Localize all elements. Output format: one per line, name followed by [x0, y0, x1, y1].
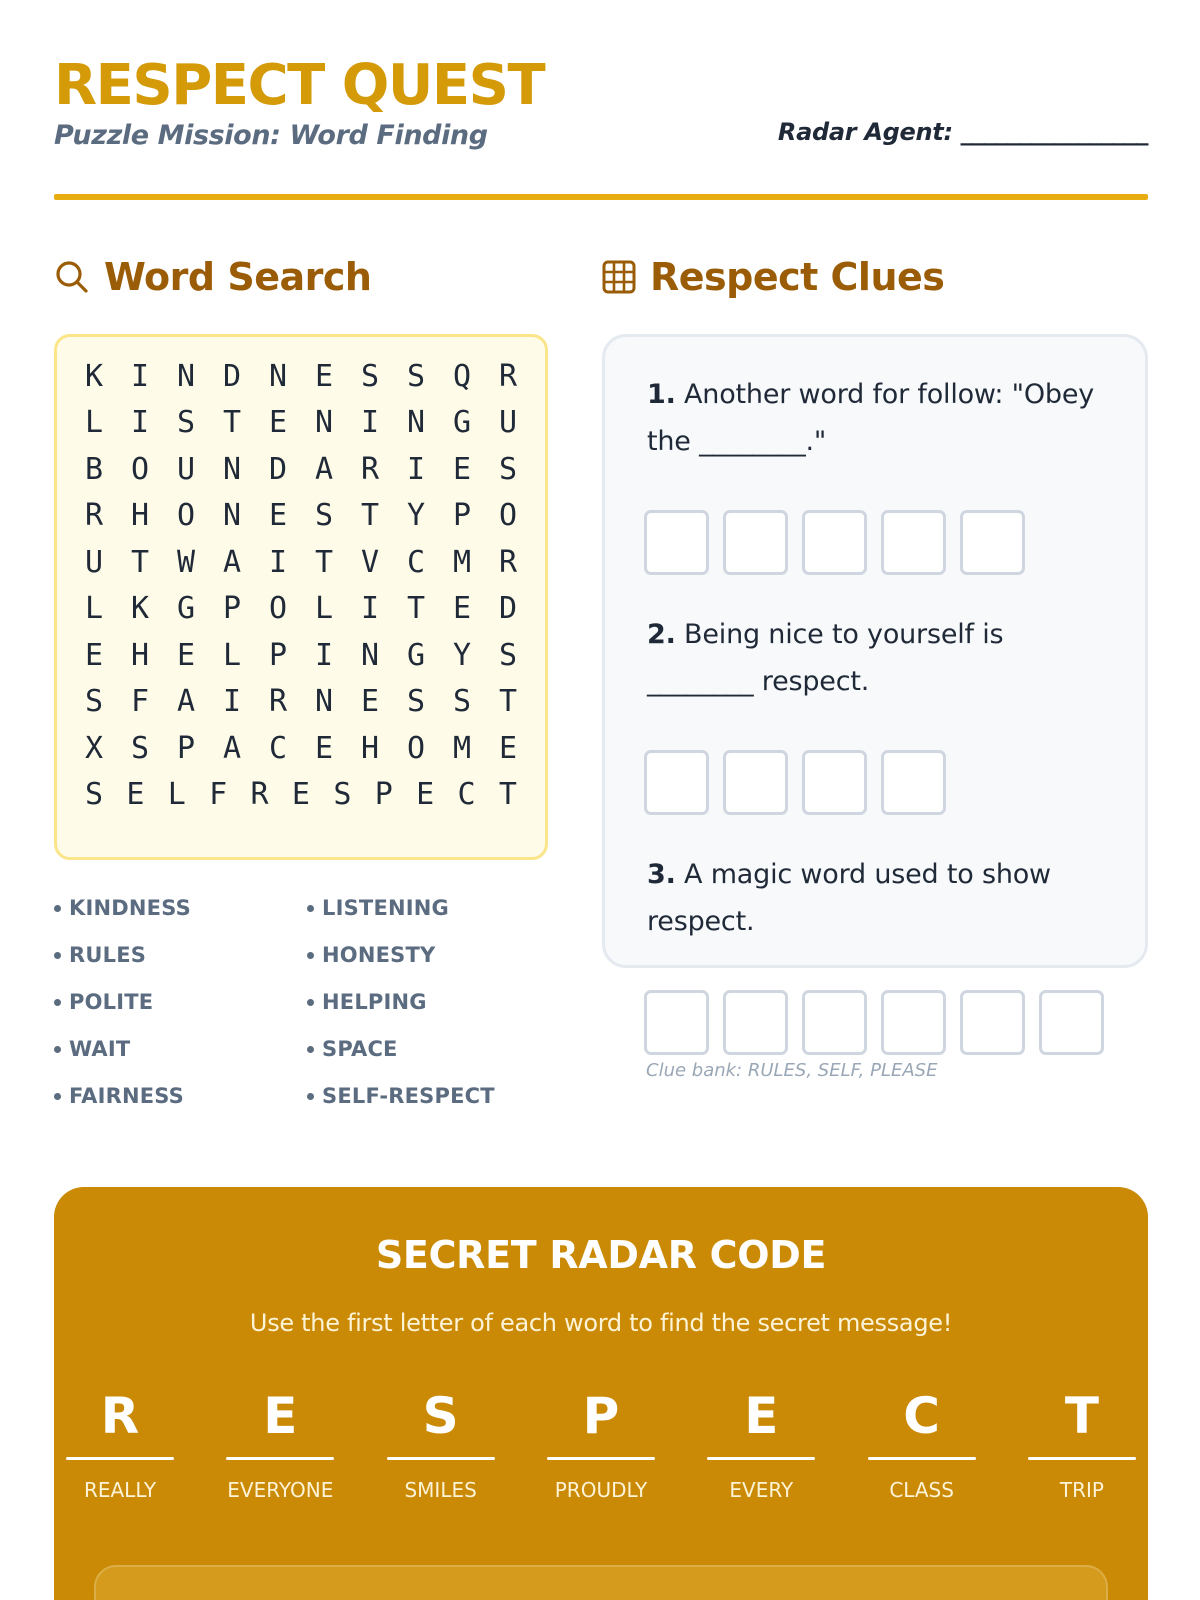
secret-title: SECRET RADAR CODE: [375, 1233, 827, 1277]
letter-box[interactable]: [644, 750, 709, 815]
grid-letter[interactable]: E: [314, 730, 334, 766]
answer-boxes-1: [644, 510, 1025, 575]
word-label: FAIRNESS: [69, 1084, 184, 1108]
code-word: EVERY: [729, 1478, 794, 1502]
grid-letter[interactable]: G: [452, 405, 472, 441]
code-letter: S: [422, 1387, 459, 1445]
letter-box[interactable]: [723, 990, 788, 1055]
grid-letter[interactable]: A: [222, 730, 242, 766]
code-underline: [547, 1457, 655, 1460]
grid-letter[interactable]: O: [268, 591, 288, 627]
word-list-item: [307, 1035, 554, 1063]
grid-letter[interactable]: O: [176, 498, 196, 534]
grid-letter[interactable]: O: [498, 498, 518, 534]
grid-letter[interactable]: T: [222, 405, 242, 441]
grid-letter[interactable]: I: [314, 637, 334, 673]
grid-letter[interactable]: D: [222, 358, 242, 394]
grid-letter[interactable]: S: [84, 684, 104, 720]
code-letter: R: [100, 1387, 140, 1445]
word-label: WAIT: [69, 1037, 131, 1061]
grid-letter[interactable]: U: [84, 544, 104, 580]
grid-letter[interactable]: E: [291, 777, 310, 813]
grid-letter[interactable]: E: [452, 451, 472, 487]
grid-letter[interactable]: S: [406, 684, 426, 720]
code-column: [707, 1385, 815, 1502]
grid-letter[interactable]: K: [130, 591, 150, 627]
grid-letter[interactable]: S: [176, 405, 196, 441]
grid-letter[interactable]: C: [406, 544, 426, 580]
grid-letter[interactable]: T: [498, 684, 518, 720]
word-list: [54, 894, 554, 1110]
code-letter: E: [263, 1387, 298, 1445]
grid-letter[interactable]: A: [176, 684, 196, 720]
code-underline: [66, 1457, 174, 1460]
grid-letter[interactable]: V: [360, 544, 380, 580]
grid-letter[interactable]: M: [452, 730, 472, 766]
grid-letter[interactable]: E: [452, 591, 472, 627]
word-list-item: [54, 941, 307, 969]
grid-letter[interactable]: I: [130, 358, 150, 394]
bullet-icon: [307, 905, 314, 912]
code-word: CLASS: [889, 1478, 954, 1502]
grid-letter[interactable]: L: [84, 405, 104, 441]
letter-box[interactable]: [960, 990, 1025, 1055]
page-subtitle: Puzzle Mission: Word Finding: [54, 120, 488, 151]
header-divider: [54, 194, 1148, 200]
grid-letter[interactable]: H: [130, 637, 150, 673]
grid-letter[interactable]: Q: [452, 358, 472, 394]
page-title: RESPECT QUEST: [54, 53, 545, 118]
grid-letter[interactable]: S: [498, 451, 518, 487]
grid-row: [79, 725, 523, 772]
grid-row: [79, 772, 523, 819]
word-label: RULES: [69, 943, 147, 967]
grid-letter[interactable]: R: [498, 358, 518, 394]
search-icon: [54, 259, 90, 295]
grid-letter[interactable]: A: [222, 544, 242, 580]
word-list-item: [54, 1035, 307, 1063]
grid-letter[interactable]: R: [268, 684, 288, 720]
grid-letter[interactable]: H: [130, 498, 150, 534]
word-search-title: Word Search: [104, 255, 372, 299]
grid-letter[interactable]: U: [176, 451, 196, 487]
clue-number: 1.: [647, 379, 676, 410]
grid-row: [79, 539, 523, 586]
code-word: TRIP: [1059, 1478, 1104, 1502]
grid-letter[interactable]: N: [360, 637, 380, 673]
bullet-icon: [54, 1093, 61, 1100]
grid-letter[interactable]: I: [130, 405, 150, 441]
grid-letter[interactable]: E: [416, 777, 435, 813]
grid-letter[interactable]: P: [452, 498, 472, 534]
clue-2: [647, 611, 1117, 705]
grid-letter[interactable]: Y: [452, 637, 472, 673]
grid-icon: [602, 260, 636, 294]
code-column: [868, 1385, 976, 1502]
code-letter: C: [903, 1387, 940, 1445]
grid-letter[interactable]: S: [360, 358, 380, 394]
bullet-icon: [54, 952, 61, 959]
grid-letter[interactable]: I: [222, 684, 242, 720]
code-underline: [226, 1457, 334, 1460]
grid-letter[interactable]: I: [360, 405, 380, 441]
grid-letter[interactable]: S: [498, 637, 518, 673]
letter-box[interactable]: [960, 510, 1025, 575]
letter-box[interactable]: [644, 990, 709, 1055]
grid-letter[interactable]: E: [176, 637, 196, 673]
code-word: REALLY: [83, 1478, 157, 1502]
grid-letter[interactable]: E: [314, 358, 334, 394]
code-letter: E: [744, 1387, 779, 1445]
grid-letter[interactable]: F: [130, 684, 150, 720]
word-list-item: [54, 988, 307, 1016]
grid-letter[interactable]: T: [130, 544, 150, 580]
word-label: SPACE: [322, 1037, 398, 1061]
grid-letter[interactable]: P: [374, 777, 393, 813]
word-list-item: [307, 941, 554, 969]
grid-row: [79, 446, 523, 493]
code-column: [547, 1385, 655, 1502]
clue-number: 2.: [647, 619, 676, 650]
bullet-icon: [307, 952, 314, 959]
grid-letter[interactable]: O: [406, 730, 426, 766]
grid-letter[interactable]: A: [314, 451, 334, 487]
grid-letter[interactable]: N: [222, 498, 242, 534]
grid-letter[interactable]: N: [176, 358, 196, 394]
grid-letter[interactable]: T: [406, 591, 426, 627]
secret-answer-box[interactable]: [94, 1565, 1108, 1600]
letter-box[interactable]: [644, 510, 709, 575]
word-list-item: [307, 894, 554, 922]
letter-box[interactable]: [802, 510, 867, 575]
grid-letter[interactable]: C: [268, 730, 288, 766]
code-column: [66, 1385, 174, 1502]
grid-row: [79, 493, 523, 540]
grid-letter[interactable]: R: [498, 544, 518, 580]
word-list-item: [307, 988, 554, 1016]
grid-letter[interactable]: L: [84, 591, 104, 627]
grid-letter[interactable]: Y: [406, 498, 426, 534]
word-label: KINDNESS: [69, 896, 191, 920]
grid-letter[interactable]: X: [84, 730, 104, 766]
secret-code-panel: [54, 1187, 1148, 1600]
bullet-icon: [54, 999, 61, 1006]
bullet-icon: [54, 1046, 61, 1053]
grid-letter[interactable]: D: [268, 451, 288, 487]
secret-code-row: [66, 1385, 1136, 1502]
secret-subtitle: Use the first letter of each word to find the secret message!: [249, 1309, 953, 1337]
grid-row: [79, 586, 523, 633]
letter-box[interactable]: [802, 750, 867, 815]
word-list-item: [54, 894, 307, 922]
word-search-grid: [54, 334, 548, 860]
grid-letter[interactable]: N: [314, 684, 334, 720]
grid-letter[interactable]: N: [406, 405, 426, 441]
grid-letter[interactable]: R: [250, 777, 269, 813]
clues-panel: [602, 334, 1148, 968]
bullet-icon: [307, 1046, 314, 1053]
grid-letter[interactable]: O: [130, 451, 150, 487]
word-label: LISTENING: [322, 896, 449, 920]
code-underline: [387, 1457, 495, 1460]
code-column: [226, 1385, 334, 1502]
grid-letter[interactable]: D: [498, 591, 518, 627]
clue-text: Another word for follow: "Obey the ________.": [647, 379, 1095, 457]
bullet-icon: [307, 999, 314, 1006]
grid-letter[interactable]: T: [360, 498, 380, 534]
code-letter: P: [582, 1387, 620, 1445]
grid-letter[interactable]: G: [406, 637, 426, 673]
grid-letter[interactable]: W: [176, 544, 196, 580]
grid-letter[interactable]: S: [314, 498, 334, 534]
clue-number: 3.: [647, 859, 676, 890]
grid-letter[interactable]: K: [84, 358, 104, 394]
grid-letter[interactable]: S: [130, 730, 150, 766]
grid-letter[interactable]: P: [268, 637, 288, 673]
grid-row: [79, 353, 523, 400]
grid-letter[interactable]: N: [222, 451, 242, 487]
grid-letter[interactable]: E: [268, 498, 288, 534]
clue-text: Being nice to yourself is ________ respect.: [647, 619, 1004, 697]
letter-box[interactable]: [1039, 990, 1104, 1055]
code-word: SMILES: [404, 1478, 477, 1502]
clue-1: [647, 371, 1117, 465]
grid-letter[interactable]: C: [457, 777, 476, 813]
code-word: EVERYONE: [227, 1478, 334, 1502]
bullet-icon: [54, 905, 61, 912]
word-label: HELPING: [322, 990, 427, 1014]
clue-3: [647, 851, 1117, 945]
grid-letter[interactable]: I: [268, 544, 288, 580]
letter-box[interactable]: [881, 510, 946, 575]
code-letter: T: [1064, 1387, 1100, 1445]
grid-letter[interactable]: E: [126, 777, 145, 813]
grid-letter[interactable]: G: [176, 591, 196, 627]
code-column: [387, 1385, 495, 1502]
answer-boxes-3: [644, 990, 1104, 1055]
grid-letter[interactable]: L: [314, 591, 334, 627]
grid-letter[interactable]: S: [452, 684, 472, 720]
grid-letter[interactable]: E: [268, 405, 288, 441]
grid-row: [79, 679, 523, 726]
grid-letter[interactable]: N: [268, 358, 288, 394]
grid-letter[interactable]: N: [314, 405, 334, 441]
code-underline: [868, 1457, 976, 1460]
word-label: SELF-RESPECT: [322, 1084, 495, 1108]
grid-letter[interactable]: E: [84, 637, 104, 673]
code-underline: [707, 1457, 815, 1460]
clue-bank: Clue bank: RULES, SELF, PLEASE: [646, 1060, 938, 1081]
radar-agent-field[interactable]: Radar Agent: ________________: [777, 118, 1148, 146]
code-word: PROUDLY: [554, 1478, 648, 1502]
letter-box[interactable]: [723, 750, 788, 815]
grid-letter[interactable]: F: [209, 777, 228, 813]
grid-letter[interactable]: R: [360, 451, 380, 487]
letter-box[interactable]: [881, 990, 946, 1055]
word-list-item: [307, 1082, 554, 1110]
grid-letter[interactable]: R: [84, 498, 104, 534]
word-list-item: [54, 1082, 307, 1110]
grid-letter[interactable]: T: [314, 544, 334, 580]
respect-clues-title: Respect Clues: [650, 255, 945, 299]
code-column: [1028, 1385, 1136, 1502]
grid-letter[interactable]: L: [167, 777, 186, 813]
grid-letter[interactable]: B: [84, 451, 104, 487]
grid-letter[interactable]: L: [222, 637, 242, 673]
word-label: HONESTY: [322, 943, 436, 967]
clue-text: A magic word used to show respect.: [647, 859, 1051, 937]
page-header: [54, 54, 1148, 200]
grid-letter[interactable]: P: [222, 591, 242, 627]
grid-letter[interactable]: S: [84, 777, 104, 813]
answer-boxes-2: [644, 750, 946, 815]
letter-box[interactable]: [881, 750, 946, 815]
grid-letter[interactable]: I: [406, 451, 426, 487]
grid-letter[interactable]: E: [360, 684, 380, 720]
grid-row: [79, 632, 523, 679]
grid-letter[interactable]: M: [452, 544, 472, 580]
word-label: POLITE: [69, 990, 154, 1014]
grid-row: [79, 400, 523, 447]
grid-letter[interactable]: S: [406, 358, 426, 394]
code-underline: [1028, 1457, 1136, 1460]
grid-letter[interactable]: E: [498, 730, 518, 766]
grid-letter[interactable]: U: [498, 405, 518, 441]
letter-box[interactable]: [802, 990, 867, 1055]
grid-letter[interactable]: T: [498, 777, 517, 813]
word-search-heading: [54, 255, 371, 299]
respect-clues-heading: [602, 255, 944, 299]
grid-letter[interactable]: S: [333, 777, 352, 813]
bullet-icon: [307, 1093, 314, 1100]
letter-box[interactable]: [723, 510, 788, 575]
grid-letter[interactable]: I: [360, 591, 380, 627]
grid-letter[interactable]: H: [360, 730, 380, 766]
grid-letter[interactable]: P: [176, 730, 196, 766]
